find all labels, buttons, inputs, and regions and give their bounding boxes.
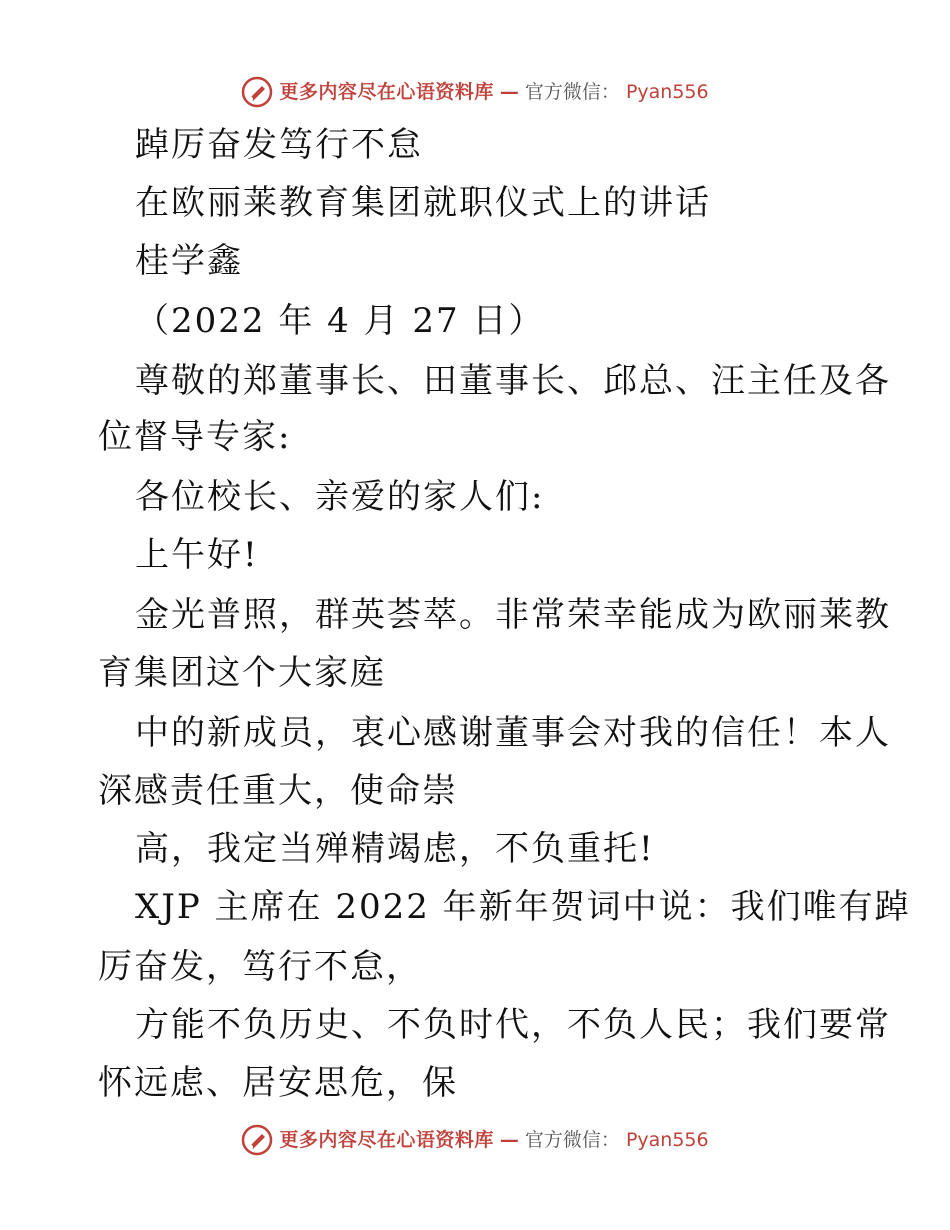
header-contact-label: 官方微信： [524, 80, 620, 103]
header-banner [0, 72, 950, 112]
doc-title: 踔厉奋发笃行不怠 [135, 125, 423, 165]
doc-line: 位督导专家: [98, 417, 292, 457]
footer-banner [0, 1120, 950, 1160]
doc-author: 桂学鑫 [135, 241, 243, 281]
doc-line: 高，我定当殚精竭虑，不负重托! [135, 829, 655, 869]
doc-line: 方能不负历史、不负时代，不负人民；我们要常 [135, 1005, 891, 1045]
brand-logo-icon [241, 76, 273, 108]
doc-line: 育集团这个大家庭 [98, 653, 386, 693]
footer-site-name: 更多内容尽在心语资料库 [279, 1128, 494, 1151]
doc-line: 厉奋发，笃行不怠， [98, 947, 422, 987]
doc-line: 怀远虑、居安思危，保 [98, 1063, 458, 1103]
header-separator: — [499, 80, 519, 103]
footer-contact-label: 官方微信： [524, 1128, 620, 1151]
doc-line: 深感责任重大，使命崇 [98, 771, 458, 811]
doc-line: 上午好! [135, 535, 259, 575]
doc-date: （2022 年 4 月 27 日） [135, 301, 545, 341]
header-site-name: 更多内容尽在心语资料库 [279, 80, 494, 103]
doc-line: 尊敬的郑董事长、田董事长、邱总、汪主任及各 [135, 361, 891, 401]
doc-line: 中的新成员，衷心感谢董事会对我的信任！本人 [135, 713, 891, 753]
doc-line: 金光普照，群英荟萃。非常荣幸能成为欧丽莱教 [135, 595, 891, 635]
footer-contact-id: Pyan556 [625, 1128, 709, 1151]
doc-line: XJP 主席在 2022 年新年贺词中说：我们唯有踔 [135, 887, 911, 927]
doc-subtitle: 在欧丽莱教育集团就职仪式上的讲话 [135, 183, 711, 223]
header-contact-id: Pyan556 [625, 80, 709, 103]
brand-logo-icon [241, 1124, 273, 1156]
footer-separator: — [499, 1128, 519, 1151]
doc-line: 各位校长、亲爱的家人们: [135, 477, 545, 517]
